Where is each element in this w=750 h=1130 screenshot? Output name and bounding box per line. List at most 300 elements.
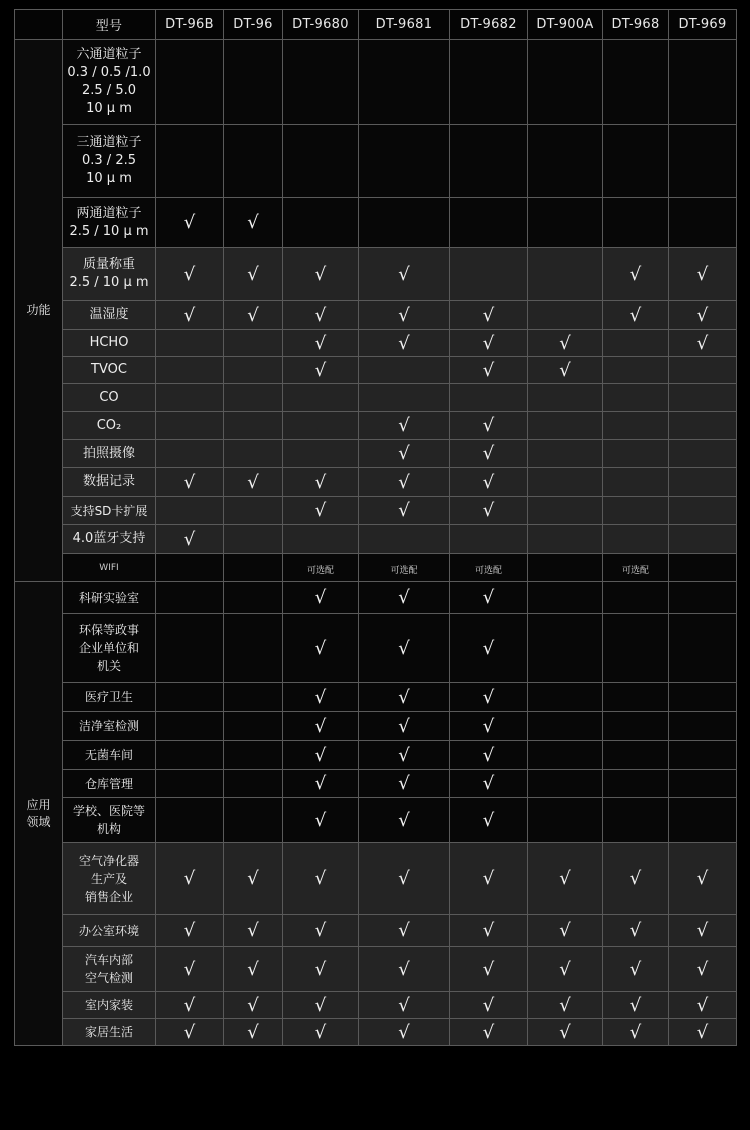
model-dt-969: DT-969 [669,10,737,40]
table-row [15,330,737,357]
table-row [15,712,737,741]
feature-label [63,330,156,357]
empty-cell [669,741,737,770]
feature-label [63,683,156,712]
check-icon: √ [696,1021,709,1043]
check-mark-cell [283,468,359,497]
feature-label [63,554,156,582]
empty-cell [156,357,224,384]
empty-cell [603,712,669,741]
empty-cell [359,357,450,384]
empty-cell [603,125,669,198]
check-icon: √ [629,1021,642,1043]
empty-cell [603,330,669,357]
check-icon: √ [482,1021,495,1043]
model-dt-96: DT-96 [224,10,283,40]
empty-cell [528,798,603,843]
check-icon: √ [314,359,327,381]
table-row [15,497,737,525]
check-mark-cell [224,248,283,301]
check-mark-cell [359,468,450,497]
feature-label [63,384,156,412]
check-mark-cell [283,915,359,947]
empty-cell [224,440,283,468]
group-label-line: 领域 [26,814,51,829]
check-icon: √ [482,920,495,941]
empty-cell [450,40,528,125]
feature-label-line: 销售企业 [84,889,133,904]
check-mark-cell [359,497,450,525]
empty-cell [224,525,283,554]
empty-cell [283,125,359,198]
check-icon: √ [398,587,410,608]
feature-label-line: HCHO [89,335,129,350]
empty-cell [224,798,283,843]
empty-cell [669,712,737,741]
empty-cell [669,798,737,843]
feature-label [63,843,156,915]
check-icon: √ [398,637,410,659]
check-icon: √ [482,443,495,464]
table-row [15,1019,737,1046]
optional-cell [450,554,528,582]
empty-cell [224,741,283,770]
check-icon: √ [482,332,495,354]
group-label-line: 应用 [26,797,51,812]
check-mark-cell [359,947,450,992]
check-mark-cell [224,1019,283,1046]
check-icon: √ [482,744,495,766]
empty-cell [224,330,283,357]
check-icon: √ [629,994,642,1016]
table-row [15,770,737,798]
check-icon: √ [482,359,495,381]
check-icon: √ [482,868,495,889]
check-icon: √ [696,994,709,1016]
check-icon: √ [398,415,410,436]
check-mark-cell [224,843,283,915]
feature-label-line: 质量称重 [82,257,135,272]
header-row [15,10,737,40]
check-mark-cell [603,301,669,330]
feature-label-line: 10 μ m [86,101,132,116]
check-mark-cell [359,992,450,1019]
empty-cell [156,770,224,798]
feature-label-line: 数据记录 [82,474,135,489]
table-row [15,554,737,582]
check-mark-cell [359,798,450,843]
optional-cell [359,554,450,582]
optional-label: 可选配 [306,566,334,576]
feature-label [63,357,156,384]
table-row [15,468,737,497]
check-mark-cell [450,330,528,357]
feature-label [63,947,156,992]
check-icon: √ [183,304,196,326]
check-mark-cell [669,1019,737,1046]
feature-label-line: 0.3 / 0.5 /1.0 [67,65,151,80]
feature-label [63,992,156,1019]
empty-cell [603,384,669,412]
table-row [15,992,737,1019]
empty-cell [669,468,737,497]
feature-label [63,468,156,497]
empty-cell [283,40,359,125]
empty-cell [224,384,283,412]
feature-label-line: 仓库管理 [84,776,133,791]
check-mark-cell [156,947,224,992]
empty-cell [359,40,450,125]
check-icon: √ [629,263,642,285]
feature-label-line: 三通道粒子 [76,135,142,150]
check-mark-cell [283,770,359,798]
empty-cell [603,497,669,525]
empty-cell [156,330,224,357]
check-icon: √ [314,994,327,1016]
check-icon: √ [183,994,196,1016]
check-mark-cell [156,301,224,330]
feature-label [63,712,156,741]
check-icon: √ [398,443,410,464]
empty-cell [224,497,283,525]
check-icon: √ [314,637,327,659]
empty-cell [528,412,603,440]
empty-cell [156,440,224,468]
check-mark-cell [156,1019,224,1046]
empty-cell [669,770,737,798]
feature-label-line: 4.0蓝牙支持 [72,531,146,546]
check-icon: √ [629,304,642,326]
check-mark-cell [283,614,359,683]
check-mark-cell [283,330,359,357]
model-dt-968: DT-968 [603,10,669,40]
check-mark-cell [669,843,737,915]
check-mark-cell [224,198,283,248]
empty-cell [669,525,737,554]
table-row [15,198,737,248]
check-icon: √ [482,715,495,737]
feature-label [63,412,156,440]
empty-cell [669,357,737,384]
check-mark-cell [528,843,603,915]
empty-cell [603,741,669,770]
empty-cell [224,357,283,384]
empty-cell [224,125,283,198]
check-icon: √ [183,528,196,550]
check-mark-cell [450,741,528,770]
check-icon: √ [629,920,642,941]
check-mark-cell [283,683,359,712]
empty-cell [528,582,603,614]
empty-cell [528,497,603,525]
check-mark-cell [603,992,669,1019]
check-mark-cell [156,915,224,947]
check-mark-cell [359,843,450,915]
empty-cell [669,683,737,712]
empty-cell [224,683,283,712]
check-icon: √ [559,958,571,980]
table-row [15,947,737,992]
feature-label-line: 科研实验室 [78,590,139,605]
feature-label [63,741,156,770]
empty-cell [603,582,669,614]
model-dt-900a: DT-900A [528,10,603,40]
table-row [15,384,737,412]
empty-cell [283,412,359,440]
empty-cell [603,412,669,440]
check-icon: √ [247,1021,259,1043]
check-icon: √ [314,958,327,980]
check-icon: √ [559,920,571,941]
check-mark-cell [528,357,603,384]
check-icon: √ [559,1021,571,1043]
check-icon: √ [314,773,327,794]
table-row [15,440,737,468]
check-icon: √ [398,744,410,766]
check-mark-cell [359,1019,450,1046]
feature-label [63,614,156,683]
empty-cell [156,741,224,770]
check-icon: √ [398,332,410,354]
empty-cell [156,712,224,741]
group-label-function: 功能 [15,40,63,582]
empty-cell [528,301,603,330]
check-mark-cell [156,468,224,497]
check-icon: √ [482,500,495,521]
check-icon: √ [629,868,642,889]
check-mark-cell [450,357,528,384]
check-mark-cell [359,614,450,683]
check-mark-cell [450,412,528,440]
check-mark-cell [450,843,528,915]
check-mark-cell [528,915,603,947]
check-icon: √ [398,809,410,831]
empty-cell [669,198,737,248]
check-mark-cell [359,248,450,301]
feature-label-line: 支持SD卡扩展 [70,503,148,518]
table-row [15,248,737,301]
model-dt-96b: DT-96B [156,10,224,40]
check-icon: √ [398,958,410,980]
feature-label [63,582,156,614]
empty-cell [603,770,669,798]
check-mark-cell [528,330,603,357]
empty-cell [450,525,528,554]
empty-cell [283,440,359,468]
feature-label-line: CO₂ [96,417,122,433]
empty-cell [283,525,359,554]
check-mark-cell [450,440,528,468]
model-dt-9680: DT-9680 [283,10,359,40]
check-icon: √ [482,994,495,1016]
feature-label-line: 家居生活 [84,1025,133,1039]
check-icon: √ [696,304,709,326]
feature-label-line: 空气检测 [84,971,133,985]
check-icon: √ [482,415,495,436]
check-icon: √ [482,304,495,326]
feature-label [63,40,156,125]
check-icon: √ [314,304,327,326]
table-row [15,525,737,554]
optional-cell [283,554,359,582]
check-icon: √ [183,471,196,493]
table-row [15,915,737,947]
empty-cell [528,712,603,741]
check-mark-cell [359,582,450,614]
check-mark-cell [224,947,283,992]
empty-cell [359,525,450,554]
empty-cell [283,198,359,248]
empty-cell [669,384,737,412]
check-icon: √ [314,744,327,766]
table-row [15,614,737,683]
group-label-application [15,582,63,1046]
check-mark-cell [283,582,359,614]
table-row [15,40,737,125]
empty-cell [669,582,737,614]
check-icon: √ [482,686,495,708]
check-icon: √ [482,587,495,608]
feature-label [63,125,156,198]
feature-label-line: 医疗卫生 [84,690,133,704]
feature-label-line: 2.5 / 10 μ m [69,275,149,290]
empty-cell [603,40,669,125]
check-mark-cell [224,301,283,330]
check-icon: √ [398,1021,410,1043]
check-icon: √ [696,868,709,889]
check-icon: √ [183,1021,196,1043]
check-mark-cell [669,301,737,330]
empty-cell [156,614,224,683]
check-mark-cell [450,947,528,992]
feature-label-line: 机关 [96,659,121,673]
empty-cell [603,614,669,683]
check-icon: √ [183,263,196,285]
check-mark-cell [156,843,224,915]
check-icon: √ [559,359,571,381]
check-mark-cell [450,301,528,330]
check-icon: √ [696,958,709,980]
empty-cell [224,554,283,582]
check-icon: √ [183,868,196,889]
feature-label-line: 办公室环境 [78,923,139,938]
check-icon: √ [314,686,327,708]
check-icon: √ [629,958,642,980]
check-icon: √ [482,809,495,831]
check-icon: √ [247,212,259,233]
check-mark-cell [283,1019,359,1046]
optional-label: 可选配 [390,566,418,576]
check-mark-cell [450,712,528,741]
empty-cell [603,468,669,497]
empty-cell [669,440,737,468]
check-icon: √ [314,500,327,521]
empty-cell [283,384,359,412]
check-icon: √ [696,920,709,941]
check-icon: √ [398,686,410,708]
check-mark-cell [359,915,450,947]
optional-cell [603,554,669,582]
feature-label-line: 2.5 / 10 μ m [69,223,149,239]
check-icon: √ [559,994,571,1016]
empty-cell [156,798,224,843]
model-comparison-table [14,9,737,1046]
feature-label-line: 0.3 / 2.5 [82,153,136,168]
check-icon: √ [183,212,196,233]
check-mark-cell [528,1019,603,1046]
check-icon: √ [314,332,327,354]
check-mark-cell [283,741,359,770]
check-icon: √ [398,920,410,941]
check-mark-cell [450,497,528,525]
check-mark-cell [156,525,224,554]
check-mark-cell [603,947,669,992]
check-mark-cell [669,330,737,357]
check-mark-cell [283,843,359,915]
check-mark-cell [283,301,359,330]
empty-cell [669,554,737,582]
check-icon: √ [183,920,196,941]
model-dt-9681: DT-9681 [359,10,450,40]
empty-cell [528,468,603,497]
feature-label-line: CO [99,389,119,405]
check-icon: √ [314,1021,327,1043]
check-icon: √ [696,332,709,354]
check-icon: √ [183,958,196,980]
check-mark-cell [450,992,528,1019]
check-icon: √ [482,958,495,980]
check-icon: √ [398,773,410,794]
check-icon: √ [314,263,327,285]
empty-cell [669,614,737,683]
check-icon: √ [398,868,410,889]
empty-cell [669,497,737,525]
check-icon: √ [247,958,259,980]
check-icon: √ [247,994,259,1016]
table-row [15,741,737,770]
check-mark-cell [450,1019,528,1046]
check-mark-cell [359,301,450,330]
check-icon: √ [398,500,410,521]
feature-label-line: TVOC [91,362,127,377]
feature-label [63,525,156,554]
check-icon: √ [559,868,571,889]
check-icon: √ [314,587,327,608]
feature-label-line: 室内家装 [84,998,133,1012]
empty-cell [528,125,603,198]
table-row [15,301,737,330]
empty-cell [359,125,450,198]
empty-cell [528,40,603,125]
empty-cell [603,683,669,712]
check-mark-cell [283,497,359,525]
check-mark-cell [450,683,528,712]
check-mark-cell [156,248,224,301]
check-mark-cell [669,915,737,947]
check-mark-cell [669,947,737,992]
check-mark-cell [283,798,359,843]
empty-cell [528,525,603,554]
feature-label [63,497,156,525]
empty-cell [603,798,669,843]
empty-cell [669,125,737,198]
optional-label: 可选配 [474,566,502,576]
empty-cell [224,712,283,741]
empty-cell [528,198,603,248]
check-icon: √ [314,920,327,941]
empty-cell [450,125,528,198]
check-mark-cell [450,915,528,947]
